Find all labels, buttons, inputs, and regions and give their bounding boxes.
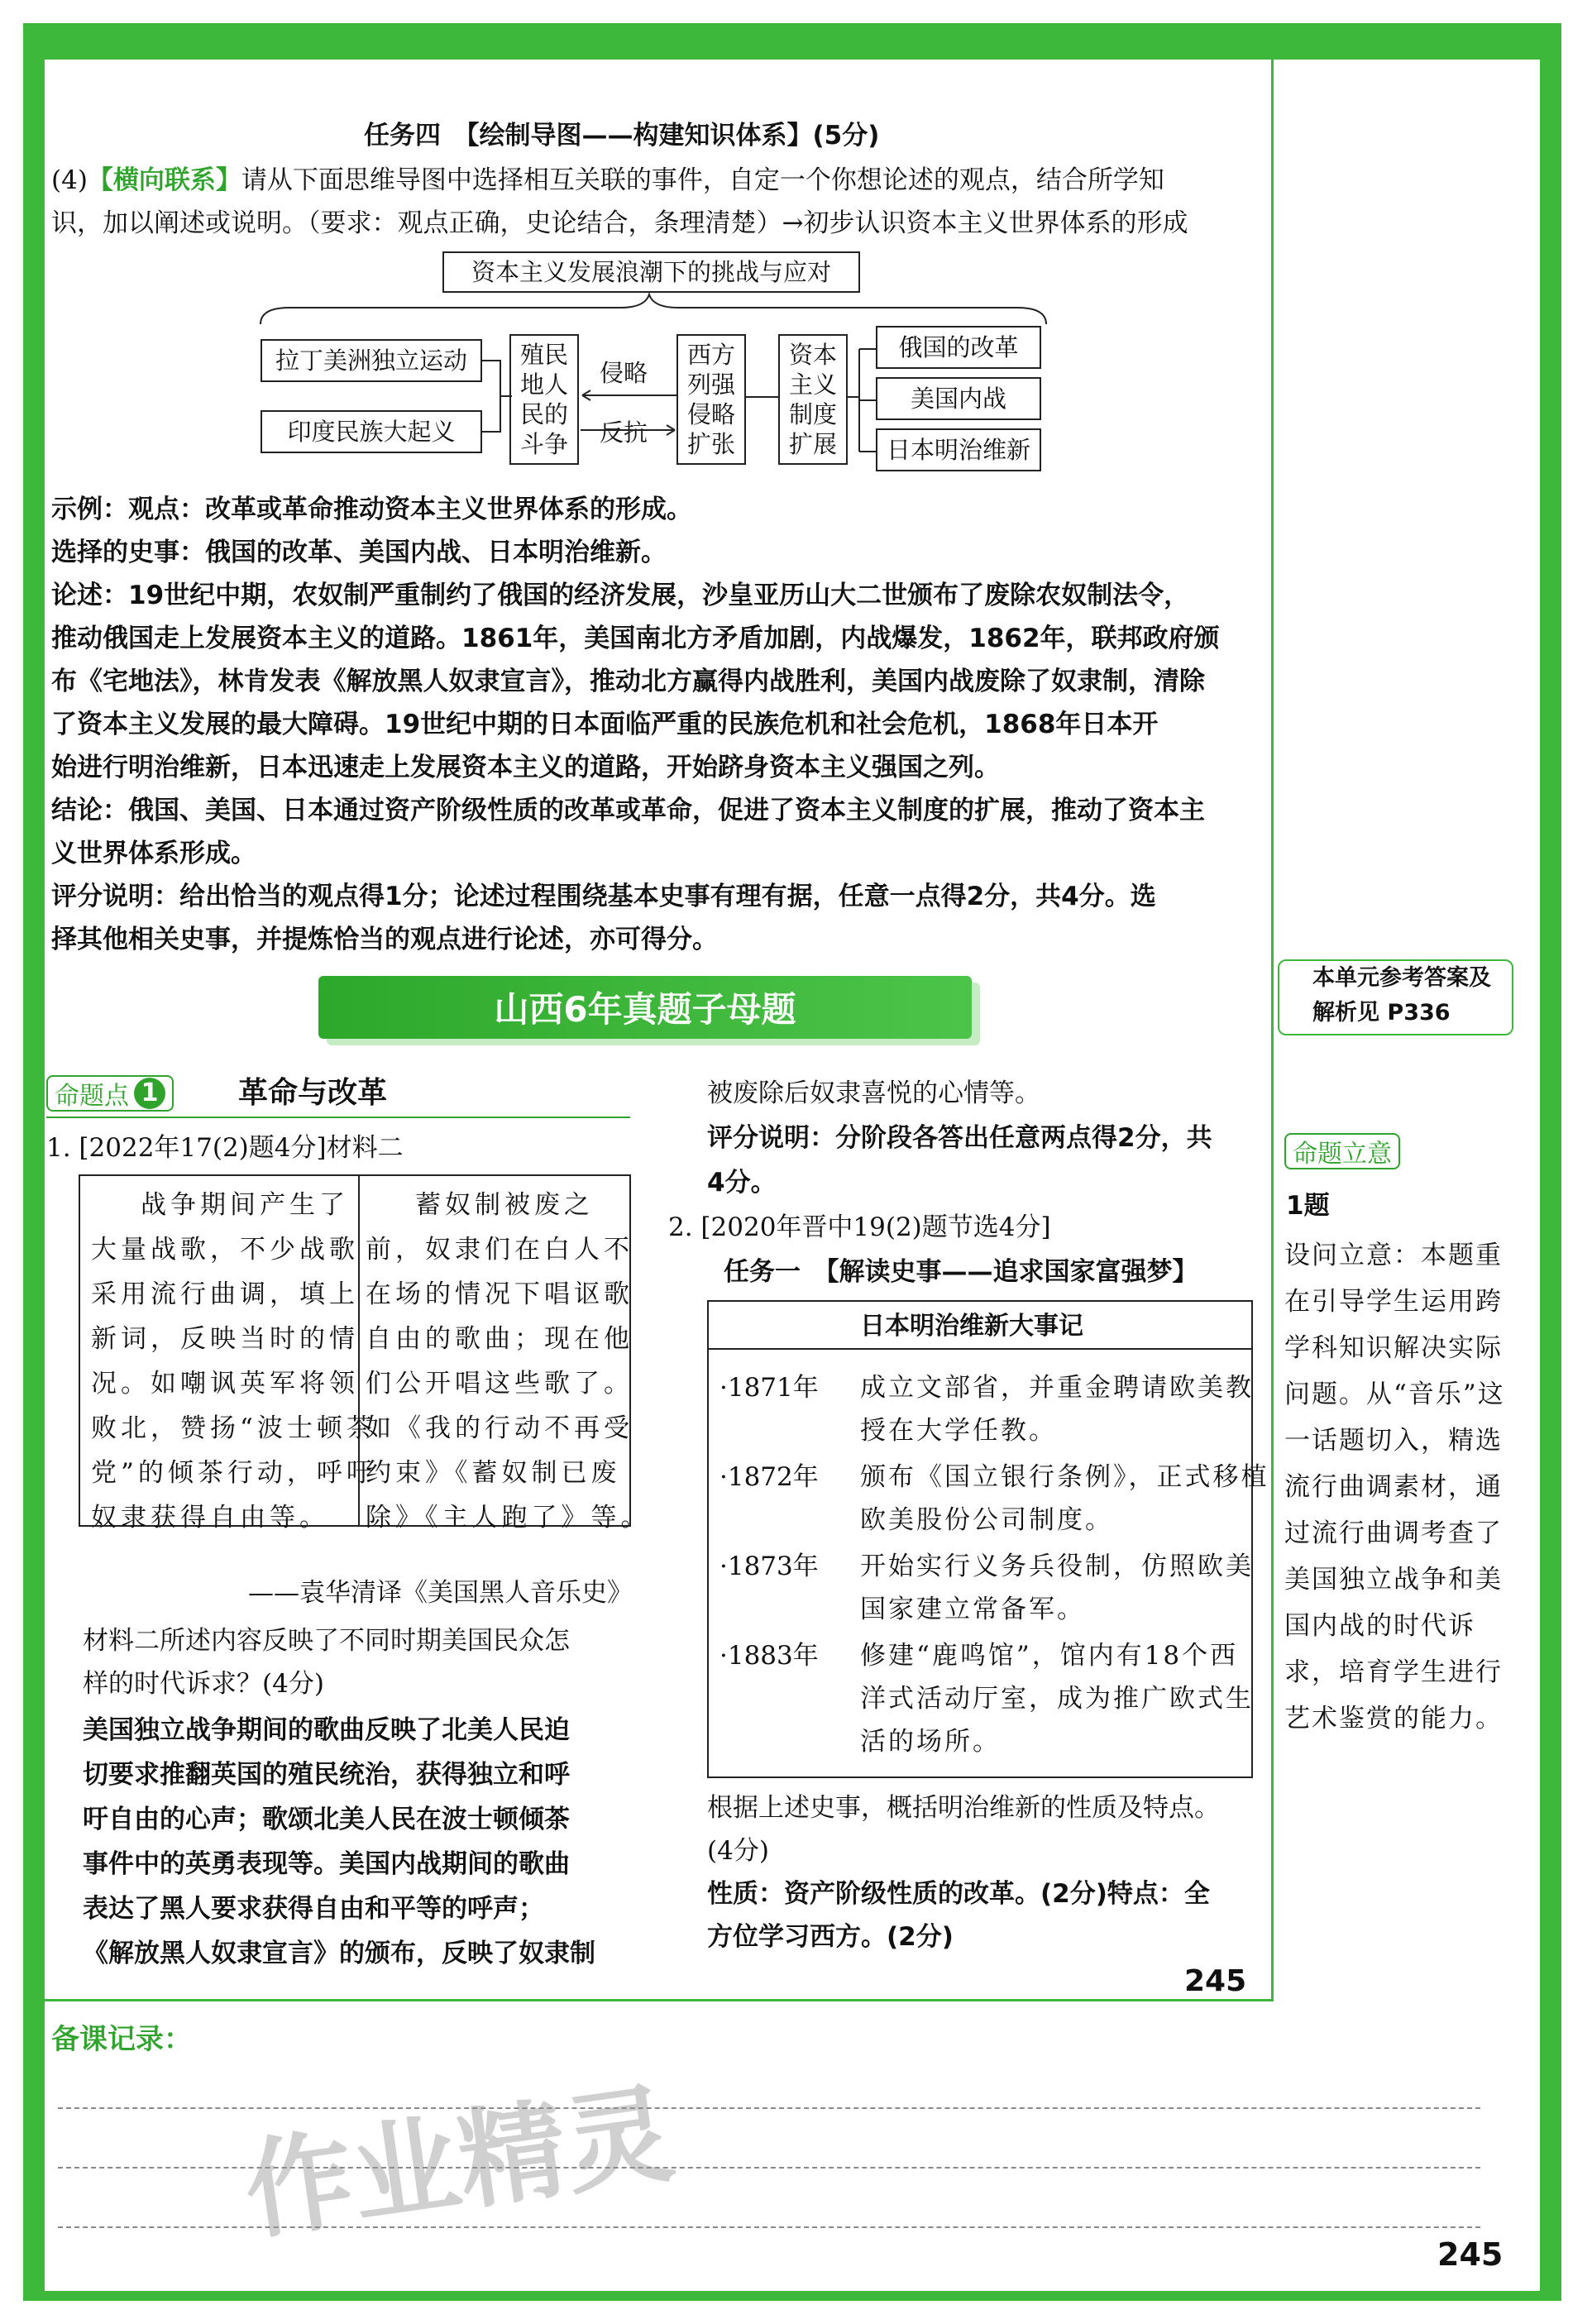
poem-b-line: 前，奴隶们在白人不 bbox=[366, 1235, 633, 1265]
poem-b-line: 在场的情况下唱讴歌 bbox=[366, 1279, 633, 1309]
poem-a-line: 败北，赞扬“波士顿茶 bbox=[91, 1413, 376, 1443]
mindmap-india-box: 印度民族大起义 bbox=[261, 410, 482, 453]
poem-b-line: 如《我的行动不再受 bbox=[366, 1413, 633, 1443]
example-line9: 义世界体系形成。 bbox=[51, 839, 256, 868]
q2-table-header-line bbox=[709, 1348, 1251, 1350]
poem-a-line: 大量战歌，不少战歌 bbox=[91, 1235, 359, 1265]
example-line11: 择其他相关史事，并提炼恰当的观点进行论述，亦可得分。 bbox=[51, 925, 718, 954]
poem-b-line: 除》《主人跑了》等。 bbox=[366, 1503, 651, 1533]
q2-ask-line1: 根据上述史事，概括明治维新的性质及特点。 bbox=[707, 1793, 1220, 1823]
example-line10: 评分说明：给出恰当的观点得1分；论述过程围绕基本史事有理有据，任意一点得2分，共4分。选 bbox=[51, 882, 1156, 911]
q1-poem-a bbox=[91, 1183, 376, 1540]
q2-row-text: 欧美股份公司制度。 bbox=[860, 1505, 1113, 1535]
q2-table-title: 日本明治维新大事记 bbox=[860, 1312, 1083, 1341]
q2-answer-line2: 方位学习西方。(2分) bbox=[707, 1922, 954, 1952]
example-line7: 始进行明治维新，日本迅速走上发展资本主义的道路，开始跻身资本主义强国之列。 bbox=[51, 753, 1000, 782]
example-line4: 推动俄国走上发展资本主义的道路。1861年，美国南北方矛盾加剧，内战爆发，1862年，联邦政府颁 bbox=[51, 624, 1220, 653]
example-line2: 选择的史事：俄国的改革、美国内战、日本明治维新。 bbox=[51, 538, 667, 567]
mindmap-left-connector bbox=[482, 356, 512, 438]
q1-continued-line1: 被废除后奴隶喜悦的心情等。 bbox=[707, 1078, 1040, 1108]
q1-continued-line2: 评分说明：分阶段各答出任意两点得2分，共 bbox=[707, 1123, 1212, 1153]
mindmap-uscivilwar-box: 美国内战 bbox=[876, 377, 1041, 420]
watermark: 作业精灵 bbox=[237, 2070, 681, 2255]
q2-row-text: 成立文部省，并重金聘请欧美教 bbox=[860, 1373, 1254, 1403]
mindmap-capital-box: 资本主义制度扩展 bbox=[778, 334, 848, 465]
example-line6: 了资本主义发展的最大障碍。19世纪中期的日本面临严重的民族危机和社会危机，1868年日本开 bbox=[51, 710, 1159, 739]
point-tag: 命题点 1 bbox=[46, 1075, 174, 1112]
q2-task: 任务一 【解读史事——追求国家富强梦】 bbox=[724, 1257, 1198, 1287]
sidebar-note-line1: 本单元参考答案及 bbox=[1312, 965, 1491, 991]
poem-a-line: 党”的倾茶行动，呼吁 bbox=[91, 1458, 376, 1488]
example-line5: 布《宅地法》，林肯发表《解放黑人奴隶宣言》，推动北方赢得内战胜利，美国内战废除了奴隶制，清除 bbox=[51, 667, 1205, 696]
green-border-top bbox=[23, 23, 1561, 60]
q1-source: ——袁华清译《美国黑人音乐史》 bbox=[248, 1578, 633, 1608]
sidebar-intent-line: 设问立意：本题重 bbox=[1284, 1241, 1503, 1270]
sidebar-intent-line: 一话题切入，精选 bbox=[1284, 1426, 1503, 1456]
mindmap-west-box: 西方列强侵略扩张 bbox=[676, 334, 746, 465]
mindmap-resist-label: 反抗 bbox=[600, 418, 648, 447]
q1-continued-line3: 4分。 bbox=[707, 1168, 777, 1198]
q1-answer-line: 事件中的英勇表现等。美国内战期间的歌曲 bbox=[83, 1849, 570, 1879]
example-line8: 结论：俄国、美国、日本通过资产阶级性质的改革或革命，促进了资本主义制度的扩展，推动了资本主 bbox=[51, 796, 1205, 825]
q2-answer-line1: 性质：资产阶级性质的改革。(2分)特点：全 bbox=[707, 1879, 1210, 1909]
sidebar-q-label: 1题 bbox=[1286, 1191, 1330, 1221]
point-underline bbox=[46, 1117, 630, 1118]
green-border-left bbox=[23, 23, 45, 2298]
mindmap-top-box: 资本主义发展浪潮下的挑战与应对 bbox=[442, 251, 860, 293]
q1-ask-line1: 材料二所述内容反映了不同时期美国民众怎 bbox=[83, 1626, 570, 1656]
sidebar-intent-line: 流行曲调素材，通 bbox=[1284, 1472, 1503, 1502]
q2-row-year: ·1871年 bbox=[720, 1373, 819, 1403]
q2-row-text: 活的场所。 bbox=[860, 1727, 1001, 1757]
q2-row-year: ·1872年 bbox=[720, 1462, 819, 1492]
poem-b-line: 蓄奴制被废之 bbox=[415, 1190, 594, 1220]
poem-a-line: 奴隶获得自由等。 bbox=[91, 1503, 329, 1533]
q1-answer-line: 吁自由的心声；歌颂北美人民在波士顿倾茶 bbox=[83, 1805, 570, 1834]
q2-head: 2. [2020年晋中19(2)题节选4分] bbox=[668, 1212, 1051, 1242]
sidebar-note-line2: 解析见 P336 bbox=[1312, 1000, 1451, 1026]
mindmap-mid-connector bbox=[746, 389, 779, 405]
sidebar-answer-note bbox=[1278, 959, 1513, 1035]
poem-b-line: 约束》《蓄奴制已废 bbox=[366, 1458, 621, 1488]
mindmap-invade-label: 侵略 bbox=[600, 359, 648, 387]
page-number-main: 245 bbox=[1184, 1964, 1247, 1998]
q2-row-year: ·1873年 bbox=[720, 1552, 819, 1581]
poem-a-line: 新词，反映当时的情 bbox=[91, 1324, 359, 1354]
q1-poem-b bbox=[366, 1183, 651, 1540]
q1-answer-line: 美国独立战争期间的歌曲反映了北美人民迫 bbox=[83, 1715, 570, 1745]
point-title: 革命与改革 bbox=[238, 1076, 388, 1110]
mindmap-brace bbox=[256, 293, 1050, 326]
q1-answer-line: 表达了黑人要求获得自由和平等的呼声； bbox=[83, 1894, 544, 1924]
mindmap-russia-box: 俄国的改革 bbox=[876, 326, 1041, 369]
q2-row-year: ·1883年 bbox=[720, 1641, 819, 1671]
poem-b-line: 们公开唱这些歌了。 bbox=[366, 1369, 633, 1399]
task4-question-line1: (4)【横向联系】请从下面思维导图中选择相互关联的事件，自定一个你想论述的观点，结合所学知 bbox=[51, 165, 1164, 195]
q2-row-text: 国家建立常备军。 bbox=[860, 1595, 1085, 1624]
poem-a-line: 况。如嘲讽英军将领 bbox=[91, 1369, 359, 1399]
q1-head: 1. [2022年17(2)题4分]材料二 bbox=[46, 1133, 404, 1163]
task4-question-line2: 识，加以阐述或说明。（要求：观点正确，史论结合，条理清楚）→初步认识资本主义世界体系的形成 bbox=[51, 208, 1188, 238]
q2-row-text: 修建“鹿鸣馆”，馆内有18个西 bbox=[860, 1641, 1239, 1671]
sidebar-intent-line: 求，培育学生进行 bbox=[1284, 1657, 1503, 1687]
poem-a-line: 采用流行曲调，填上 bbox=[91, 1279, 359, 1309]
mindmap-right-connector bbox=[848, 347, 877, 455]
q2-row-text: 颁布《国立银行条例》，正式移植 bbox=[860, 1462, 1269, 1492]
section-banner: 山西6年真题子母题 bbox=[318, 976, 972, 1039]
sidebar-intent-line: 国内战的时代诉 bbox=[1284, 1611, 1475, 1641]
page-number-bottom: 245 bbox=[1437, 2236, 1504, 2273]
q2-row-text: 开始实行义务兵役制，仿照欧美 bbox=[860, 1552, 1254, 1581]
sidebar-intent-line: 在引导学生运用跨 bbox=[1284, 1287, 1503, 1317]
green-border-bottom bbox=[23, 2291, 1561, 2301]
notes-label: 备课记录： bbox=[51, 2023, 192, 2056]
q1-answer-line: 《解放黑人奴隶宣言》的颁布，反映了奴隶制 bbox=[83, 1939, 595, 1968]
sidebar-intent-line: 过流行曲调考查了 bbox=[1284, 1518, 1503, 1548]
sidebar-intent-line: 问题。从“音乐”这 bbox=[1284, 1380, 1505, 1409]
q1-answer-line: 切要求推翻英国的殖民统治，获得独立和呼 bbox=[83, 1760, 570, 1790]
sidebar-intent-line: 美国独立战争和美 bbox=[1284, 1565, 1503, 1595]
sidebar-intent-line: 艺术鉴赏的能力。 bbox=[1284, 1704, 1503, 1733]
example-line3: 论述：19世纪中期，农奴制严重制约了俄国的经济发展，沙皇亚历山大二世颁布了废除农奴制法令， bbox=[51, 581, 1190, 610]
mindmap-latam-box: 拉丁美洲独立运动 bbox=[261, 339, 482, 382]
sidebar-intent-tag: 命题立意 bbox=[1284, 1133, 1400, 1169]
example-line1: 示例：观点：改革或革命推动资本主义世界体系的形成。 bbox=[51, 495, 692, 524]
poem-b-line: 自由的歌曲；现在他 bbox=[366, 1324, 633, 1354]
green-border-right bbox=[1540, 23, 1561, 2298]
mindmap-colonial-box: 殖民地人民的斗争 bbox=[509, 334, 579, 465]
mindmap-meiji-box: 日本明治维新 bbox=[876, 428, 1041, 471]
q2-ask-line2: (4分) bbox=[707, 1836, 769, 1866]
poem-a-line: 战争期间产生了 bbox=[141, 1190, 349, 1220]
task4-title: 任务四 【绘制导图——构建知识体系】(5分) bbox=[364, 121, 880, 151]
q2-row-text: 授在大学任教。 bbox=[860, 1416, 1057, 1446]
notes-line bbox=[58, 2107, 1480, 2109]
q2-row-text: 洋式活动厅室，成为推广欧式生 bbox=[860, 1684, 1254, 1714]
mindmap-arrows bbox=[579, 389, 678, 438]
q1-ask-line2: 样的时代诉求？(4分) bbox=[83, 1669, 324, 1699]
sidebar-intent-line: 学科知识解决实际 bbox=[1284, 1333, 1503, 1363]
